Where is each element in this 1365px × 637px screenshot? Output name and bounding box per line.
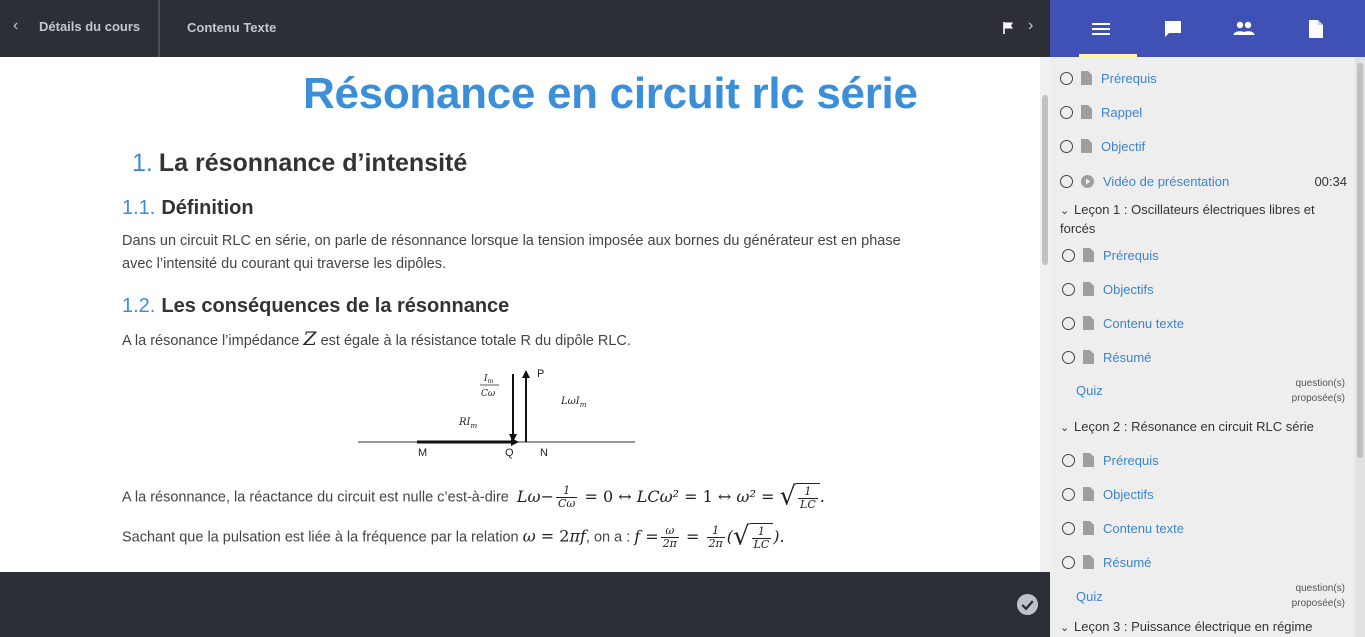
menu-icon: [1091, 21, 1111, 37]
label-q: Q: [505, 447, 514, 459]
outline-item[interactable]: [1062, 279, 1154, 299]
quiz-note: [1292, 581, 1345, 611]
definition-paragraph: Dans un circuit RLC en série, on parle de résonnance lorsque la tension imposée aux bornes du générateur est en phase avec l’intensité du courant qui traverse les dipôles.: [122, 233, 901, 272]
svg-text:Im: [483, 374, 494, 385]
status-circle-icon: [1062, 351, 1075, 364]
content-scrollbar[interactable]: [1040, 57, 1050, 572]
content-pane: [0, 57, 1040, 572]
outline-item-label: Prérequis: [1103, 452, 1159, 468]
tab-participants[interactable]: [1208, 0, 1280, 57]
frequency-paragraph: [122, 523, 1022, 551]
section-number: 1.: [132, 149, 153, 177]
outline-item-label: Prérequis: [1103, 247, 1159, 263]
lesson-title: Leçon 2 : Résonance en circuit RLC série: [1074, 419, 1314, 434]
outline-item-label: Objectifs: [1103, 281, 1154, 297]
course-outline: [1050, 57, 1365, 637]
label-lwim: LωI: [561, 396, 580, 407]
outline-item-label: Contenu texte: [1103, 520, 1184, 536]
outline-item-label: Objectifs: [1103, 486, 1154, 502]
file-icon: [1083, 453, 1094, 467]
chevron-down-icon: ⌄: [1060, 622, 1070, 634]
divider: [158, 0, 160, 57]
subsection-number: 1.2.: [122, 295, 156, 317]
reactance-equation: Lω− $\frac{1}{C\omega}$ = 0 ↔ LCω² = 1 ↔ ω² = √ $\frac{1}{LC}$ .: [516, 481, 825, 512]
status-circle-icon: [1062, 454, 1075, 467]
current-section-label: Contenu Texte: [187, 20, 277, 35]
status-circle-icon: [1062, 249, 1075, 262]
paragraph-text: A la résonnance, la réactance du circuit est nulle c’est-à-dire: [122, 489, 509, 506]
bottom-bar: [0, 572, 1050, 637]
chevron-right-icon[interactable]: ›: [1028, 17, 1034, 34]
lesson-header[interactable]: [1060, 418, 1350, 437]
video-duration: 00:34: [1314, 174, 1347, 189]
outline-item-label: Contenu texte: [1103, 315, 1184, 331]
comment-icon: [1163, 19, 1183, 39]
tab-comments[interactable]: [1137, 0, 1209, 57]
status-circle-icon: [1060, 106, 1073, 119]
subsection-title: Définition: [161, 197, 254, 219]
outline-item[interactable]: [1060, 136, 1145, 156]
outline-item-label: Résumé: [1103, 349, 1152, 365]
outline-item[interactable]: [1062, 484, 1154, 504]
subsection-heading: [122, 295, 509, 318]
lesson-title: Leçon 3 : Puissance électrique en régime: [1074, 619, 1313, 634]
quiz-note-line: proposée(s): [1291, 393, 1345, 404]
file-icon: [1083, 282, 1094, 296]
file-icon: [1081, 71, 1092, 85]
fresnel-diagram: [355, 367, 640, 462]
status-circle-icon: [1062, 556, 1075, 569]
outline-item[interactable]: [1062, 347, 1151, 367]
outline-item-label: Prérequis: [1101, 70, 1157, 86]
outline-item[interactable]: [1060, 171, 1229, 191]
outline-item-label: Vidéo de présentation: [1103, 173, 1230, 189]
label-cw: Cω: [481, 389, 496, 399]
lesson-header[interactable]: [1060, 618, 1350, 637]
outline-item[interactable]: [1062, 245, 1159, 265]
paragraph-text: , on a :: [585, 529, 631, 546]
quiz-note-line: question(s): [1295, 378, 1345, 389]
label-m: M: [418, 447, 428, 459]
label-rim: RI: [459, 417, 471, 428]
frequency-equation: f = $\frac{\omega}{2\pi}$ = $\frac{1}{2\pi}$ (√ $\frac{1}{LC}$ ).: [634, 521, 785, 552]
subsection-number: 1.1.: [122, 197, 156, 219]
outline-item[interactable]: [1062, 552, 1151, 572]
chevron-left-icon[interactable]: ‹: [13, 17, 19, 34]
outline-item-label: Objectif: [1101, 138, 1146, 154]
check-circle-icon[interactable]: [1016, 593, 1039, 616]
course-details-link[interactable]: Détails du cours: [39, 19, 141, 34]
section-title: La résonnance d’intensité: [158, 149, 468, 177]
label-n: N: [540, 447, 548, 459]
section-heading: [132, 149, 467, 178]
paragraph-text: est égale à la résistance totale R du dipôle RLC.: [316, 333, 631, 349]
outline-item[interactable]: [1060, 102, 1142, 122]
subsection-title: Les conséquences de la résonnance: [161, 295, 510, 317]
scrollbar-thumb[interactable]: [1042, 95, 1048, 265]
file-icon: [1081, 105, 1092, 119]
math-variable: Z: [303, 328, 317, 350]
people-icon: [1233, 21, 1255, 37]
status-circle-icon: [1062, 283, 1075, 296]
quiz-link[interactable]: Quiz: [1076, 383, 1103, 398]
play-icon: [1081, 175, 1094, 188]
label-rim-sub: m: [470, 422, 478, 430]
file-icon: [1083, 555, 1094, 569]
outline-item-label: Résumé: [1103, 554, 1152, 570]
status-circle-icon: [1060, 175, 1073, 188]
paragraph-text: A la résonance l’impédance: [122, 333, 304, 349]
chevron-down-icon: ⌄: [1060, 205, 1070, 217]
file-icon: [1083, 487, 1094, 501]
sidebar-scrollbar[interactable]: [1355, 57, 1365, 637]
status-circle-icon: [1062, 488, 1075, 501]
outline-item[interactable]: [1062, 518, 1184, 538]
outline-item[interactable]: [1060, 68, 1157, 88]
lesson-title: Leçon 1 : Oscillateurs électriques libres et forcés: [1060, 202, 1315, 236]
svg-text:RIm: [458, 417, 477, 430]
file-icon: [1083, 521, 1094, 535]
quiz-note-line: proposée(s): [1291, 598, 1345, 609]
document-icon: [1308, 19, 1324, 39]
pulsation-equation: ω = 2πf: [522, 526, 586, 546]
subsection-heading: [122, 197, 254, 220]
label-im-sub: m: [487, 378, 494, 385]
page-title: Résonance en circuit rlc série: [303, 69, 918, 118]
label-im: I: [484, 374, 488, 384]
status-circle-icon: [1062, 317, 1075, 330]
status-circle-icon: [1062, 522, 1075, 535]
status-circle-icon: [1060, 140, 1073, 153]
file-icon: [1083, 350, 1094, 364]
outline-item[interactable]: [1062, 313, 1184, 333]
outline-item-label: Rappel: [1101, 104, 1143, 120]
chevron-down-icon: ⌄: [1060, 422, 1070, 434]
file-icon: [1081, 139, 1092, 153]
quiz-link[interactable]: Quiz: [1076, 589, 1103, 604]
label-p: P: [537, 368, 545, 380]
outline-item[interactable]: [1062, 450, 1159, 470]
status-circle-icon: [1060, 72, 1073, 85]
quiz-note-line: question(s): [1295, 583, 1345, 594]
reactance-paragraph: [122, 483, 1022, 511]
label-lwim-sub: m: [579, 401, 587, 409]
quiz-note: [1292, 376, 1345, 406]
paragraph-text: Sachant que la pulsation est liée à la fréquence par la relation: [122, 529, 519, 546]
top-bar: [0, 0, 1050, 57]
impedance-paragraph: [122, 328, 922, 353]
tab-documents[interactable]: [1280, 0, 1352, 57]
svg-text:LωIm: [560, 396, 587, 409]
lesson-header[interactable]: [1060, 201, 1350, 238]
file-icon: [1083, 248, 1094, 262]
tab-menu[interactable]: [1065, 0, 1137, 57]
scrollbar-thumb[interactable]: [1357, 63, 1363, 458]
sidebar-tabs: [1050, 0, 1365, 57]
flag-icon[interactable]: [1003, 21, 1015, 35]
file-icon: [1083, 316, 1094, 330]
